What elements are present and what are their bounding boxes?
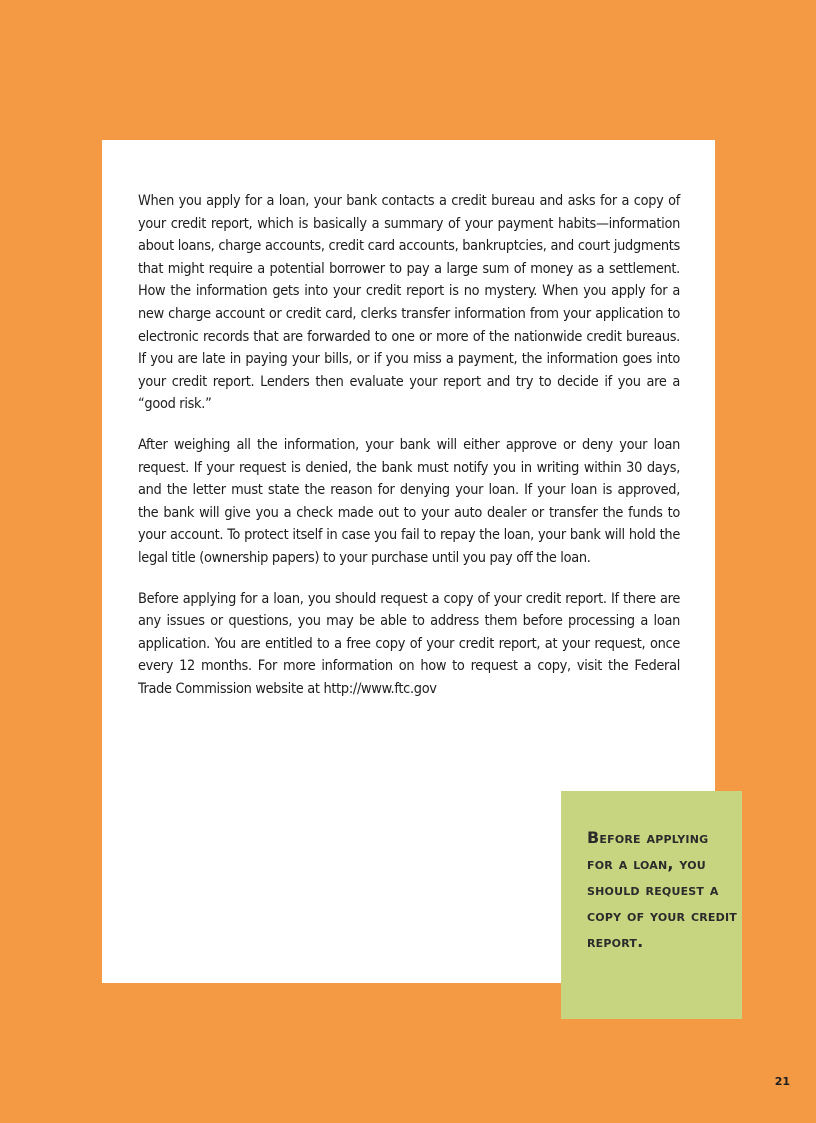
page-number: 21: [774, 1075, 790, 1088]
pull-quote-text: Before applying for a loan, you should request a copy of your credit report.: [587, 828, 737, 951]
article-body: [138, 190, 680, 718]
pull-quote-box: [561, 791, 742, 1019]
paragraph-request-report: Before applying for a loan, you should request a copy of your credit report. If there are any issues or questions, you may be able to address them before processing a loan application. You are entitled to a free copy of your credit report, at your request, once every 12 months. For more information on how to request a copy, visit the Federal Trade Commission website at http://www.ftc.gov: [138, 590, 680, 697]
paragraph-credit-report: When you apply for a loan, your bank contacts a credit bureau and asks for a copy of your credit report, which is basically a summary of your payment habits—information about loans, charge accounts, credit card accounts, bankruptcies, and court judgments that might require a potential borrower to pay a large sum of money as a settlement. How the information gets into your credit report is no mystery. When you apply for a new charge account or credit card, clerks transfer information from your application to electronic records that are forwarded to one or more of the nationwide credit bureaus. If you are late in paying your bills, or if you miss a payment, the information goes into your credit report. Lenders then evaluate your report and try to decide if you are a “good risk.”: [138, 193, 680, 413]
paragraph-loan-decision: After weighing all the information, your bank will either approve or deny your loan request. If your request is denied, the bank must notify you in writing within 30 days, and the letter must state the reason for denying your loan. If your loan is approved, the bank will give you a check made out to your auto dealer or transfer the funds to your account. To protect itself in case you fail to repay the loan, your bank will hold the legal title (ownership papers) to your purchase until you pay off the loan.: [138, 436, 680, 566]
